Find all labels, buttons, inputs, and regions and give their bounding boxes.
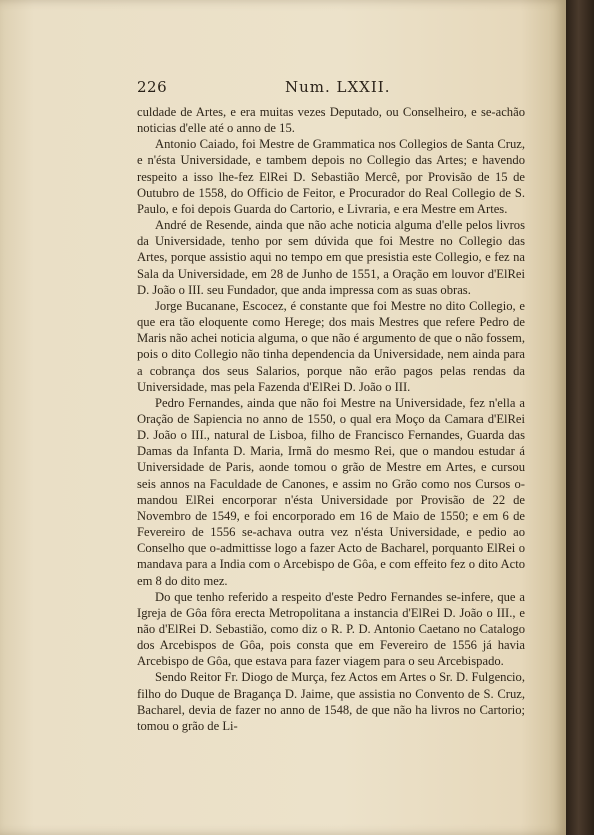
running-head: Num. LXXII. <box>285 78 391 96</box>
page-number: 226 <box>137 78 168 96</box>
paragraph-1: culdade de Artes, e era muitas vezes Deputado, ou Conselheiro, e se-achão noticias d'elle até o anno de 15. <box>137 105 525 136</box>
paragraph-4: Jorge Bucanane, Escocez, é constante que foi Mestre no dito Collegio, e que era tão eloquente como Herege; dos mais Mestres que refere Pedro de Maris não achei noticia alguma, o que não é argumento de que o não fossem, pois o dito Collegio não tinha dependencia da Universidade, nem ainda para a cobrança dos seus Salarios, porque não erão pagos pelas rendas da Universidade, mas pela Fazenda d'ElRei D. João o III. <box>137 298 525 394</box>
body-text <box>137 104 525 734</box>
paragraph-5: Pedro Fernandes, ainda que não foi Mestre na Universidade, fez n'ella a Oração de Sapiencia no anno de 1550, o qual era Moço da Camara d'ElRei D. João o III., natural de Lisboa, filho de Francisco Fernandes, Guarda das Damas da Infanta D. Maria, Irmã do mesmo Rei, que o mandou estudar á Universidade de Paris, aonde tomou o grão de Mestre em Artes, e cursou seis annos na Faculdade de Canones, e assim no Grão como nos Cursos o-mandou ElRei encorporar n'ésta Universidade por Provisão de 22 de Novembro de 1549, e foi encorporado em 16 de Maio de 1550; e em 6 de Fevereiro de 1556 se-achava outra vez n'ésta Universidade, e pedio ao Conselho que o-admittisse logo a fazer Acto de Bacharel, porquanto ElRei o mandava para a India com o Arcebispo de Gôa, e com effeito fez o dito Acto em 8 do dito mez. <box>137 395 525 588</box>
paragraph-2: Antonio Caiado, foi Mestre de Grammatica nos Collegios de Santa Cruz, e n'ésta Universidade, e tambem depois no Collegio das Artes; e havendo respeito a isso lhe-fez ElRei D. Sebastião Mercê, por Provisão de 15 de Outubro de 1558, do Officio de Feitor, e Procurador do Real Collegio de S. Paulo, e foi depois Guarda do Cartorio, e Livraria, e era Mestre em Artes. <box>137 137 525 216</box>
paragraph-3: André de Resende, ainda que não ache noticia alguma d'elle pelos livros da Universidade, tenho por sem dúvida que foi Mestre no Collegio das Artes, porque assistio aqui no tempo em que presistia este Collegio, e fez na Sala da Universidade, em 28 de Junho de 1551, a Oração em louvor d'ElRei D. João o III. seu Fundador, que anda impressa com as suas obras. <box>137 218 525 297</box>
paragraph-7: Sendo Reitor Fr. Diogo de Murça, fez Actos em Artes o Sr. D. Fulgencio, filho do Duque de Bragança D. Jaime, que assistia no Convento de S. Cruz, Bacharel, devia de fazer no anno de 1548, de que não ha livros no Cartorio; tomou o grão de Li- <box>137 670 525 733</box>
page-header <box>137 78 525 104</box>
paragraph-6: Do que tenho referido a respeito d'este Pedro Fernandes se-infere, que a Igreja de Gôa fôra erecta Metropolitana a instancia d'ElRei D. João o III., e não d'ElRei D. Sebastião, como diz o R. P. D. Antonio Caetano no Catalogo dos Arcebispos de Gôa, pois consta que em Fevereiro de 1556 já havia Arcebispo de Gôa, que estava para fazer viagem para o seu Arcebispado. <box>137 589 525 669</box>
book-spine <box>566 0 594 835</box>
